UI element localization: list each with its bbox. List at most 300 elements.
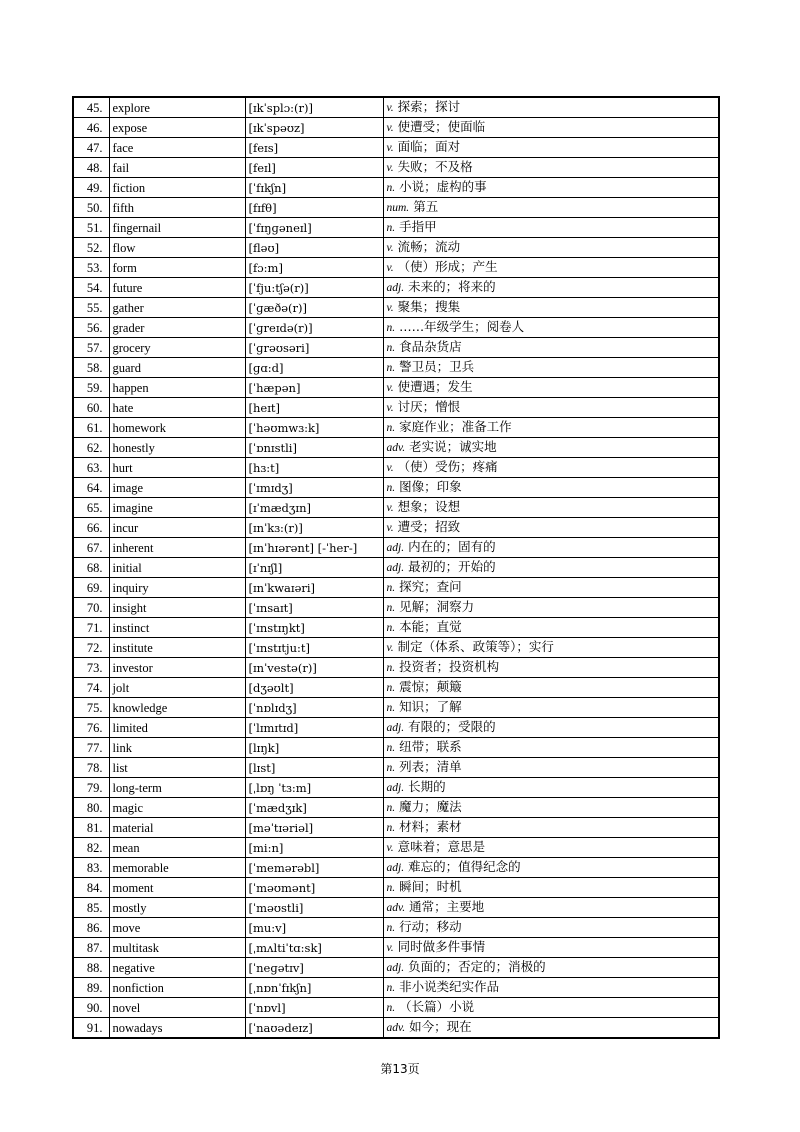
table-row <box>73 918 719 938</box>
entry-number: 53. <box>73 258 109 278</box>
table-row <box>73 758 719 778</box>
entry-number: 47. <box>73 138 109 158</box>
part-of-speech: v. <box>386 942 394 954</box>
entry-number: 84. <box>73 878 109 898</box>
entry-number: 45. <box>73 97 109 118</box>
entry-definition <box>383 378 719 398</box>
entry-word: nowadays <box>109 1018 245 1039</box>
part-of-speech: adj. <box>386 782 405 794</box>
part-of-speech: n. <box>386 802 396 814</box>
entry-pronunciation: [ˈməʊstli] <box>245 898 383 918</box>
entry-pronunciation: [ˈneɡətɪv] <box>245 958 383 978</box>
entry-word: fail <box>109 158 245 178</box>
entry-definition <box>383 898 719 918</box>
table-row <box>73 658 719 678</box>
table-row <box>73 478 719 498</box>
part-of-speech: adj. <box>386 962 405 974</box>
part-of-speech: n. <box>386 1002 396 1014</box>
entry-pronunciation: [ˈɒnɪstli] <box>245 438 383 458</box>
entry-word: instinct <box>109 618 245 638</box>
part-of-speech: n. <box>386 582 396 594</box>
part-of-speech: n. <box>386 222 396 234</box>
part-of-speech: n. <box>386 762 396 774</box>
table-row <box>73 238 719 258</box>
vocabulary-table-body <box>73 97 719 1038</box>
table-row <box>73 358 719 378</box>
entry-number: 86. <box>73 918 109 938</box>
entry-word: homework <box>109 418 245 438</box>
table-row <box>73 338 719 358</box>
entry-pronunciation: [lɪŋk] <box>245 738 383 758</box>
part-of-speech: n. <box>386 342 396 354</box>
entry-meaning: 家庭作业；准备工作 <box>399 419 512 434</box>
entry-word: investor <box>109 658 245 678</box>
entry-word: explore <box>109 97 245 118</box>
entry-word: face <box>109 138 245 158</box>
entry-meaning: 难忘的；值得纪念的 <box>408 859 521 874</box>
entry-meaning: 材料；素材 <box>399 819 462 834</box>
entry-pronunciation: [feɪl] <box>245 158 383 178</box>
entry-meaning: 失败；不及格 <box>397 159 473 174</box>
entry-word: move <box>109 918 245 938</box>
entry-word: insight <box>109 598 245 618</box>
entry-word: magic <box>109 798 245 818</box>
entry-number: 54. <box>73 278 109 298</box>
table-row <box>73 998 719 1018</box>
entry-definition <box>383 278 719 298</box>
entry-word: limited <box>109 718 245 738</box>
entry-definition <box>383 218 719 238</box>
entry-meaning: 手指甲 <box>399 219 437 234</box>
table-row <box>73 1018 719 1039</box>
part-of-speech: adj. <box>386 562 405 574</box>
table-row <box>73 258 719 278</box>
part-of-speech: n. <box>386 622 396 634</box>
entry-pronunciation: [ˈɡrəʊsəri] <box>245 338 383 358</box>
entry-word: list <box>109 758 245 778</box>
entry-number: 65. <box>73 498 109 518</box>
entry-number: 90. <box>73 998 109 1018</box>
entry-meaning: 通常；主要地 <box>409 899 485 914</box>
part-of-speech: adj. <box>386 862 405 874</box>
entry-definition <box>383 678 719 698</box>
entry-definition <box>383 518 719 538</box>
entry-number: 60. <box>73 398 109 418</box>
entry-number: 66. <box>73 518 109 538</box>
entry-number: 70. <box>73 598 109 618</box>
entry-number: 52. <box>73 238 109 258</box>
entry-pronunciation: [ˈɪnstɪŋkt] <box>245 618 383 638</box>
entry-pronunciation: [ˌnɒnˈfɪkʃn] <box>245 978 383 998</box>
entry-word: grader <box>109 318 245 338</box>
entry-word: future <box>109 278 245 298</box>
entry-pronunciation: [ɪnˈvestə(r)] <box>245 658 383 678</box>
entry-number: 87. <box>73 938 109 958</box>
entry-meaning: 内在的；固有的 <box>408 539 496 554</box>
entry-word: fingernail <box>109 218 245 238</box>
entry-definition <box>383 478 719 498</box>
part-of-speech: adj. <box>386 282 405 294</box>
entry-definition <box>383 178 719 198</box>
entry-definition <box>383 97 719 118</box>
table-row <box>73 978 719 998</box>
entry-meaning: 如今；现在 <box>409 1019 472 1034</box>
entry-number: 51. <box>73 218 109 238</box>
entry-pronunciation: [ɪnˈhɪərənt] [-ˈher-] <box>245 538 383 558</box>
entry-word: hate <box>109 398 245 418</box>
entry-meaning: 瞬间；时机 <box>399 879 462 894</box>
table-row <box>73 958 719 978</box>
entry-meaning: 行动；移动 <box>399 919 462 934</box>
entry-word: moment <box>109 878 245 898</box>
table-row <box>73 97 719 118</box>
part-of-speech: n. <box>386 742 396 754</box>
entry-meaning: 同时做多件事情 <box>397 939 486 954</box>
entry-meaning: 面临；面对 <box>397 139 461 154</box>
entry-number: 63. <box>73 458 109 478</box>
entry-meaning: 纽带；联系 <box>399 739 462 754</box>
entry-word: grocery <box>109 338 245 358</box>
entry-meaning: 震惊；颠簸 <box>399 679 462 694</box>
entry-pronunciation: [dʒəʊlt] <box>245 678 383 698</box>
entry-definition <box>383 738 719 758</box>
entry-word: link <box>109 738 245 758</box>
entry-number: 62. <box>73 438 109 458</box>
entry-word: fiction <box>109 178 245 198</box>
entry-word: novel <box>109 998 245 1018</box>
entry-pronunciation: [ɪkˈspəʊz] <box>245 118 383 138</box>
entry-pronunciation: [ˈɪnstɪtju:t] <box>245 638 383 658</box>
entry-pronunciation: [fləʊ] <box>245 238 383 258</box>
table-row <box>73 938 719 958</box>
entry-pronunciation: [ˈhæpən] <box>245 378 383 398</box>
entry-word: multitask <box>109 938 245 958</box>
entry-word: image <box>109 478 245 498</box>
table-row <box>73 838 719 858</box>
entry-pronunciation: [ɪˈmædʒɪn] <box>245 498 383 518</box>
entry-meaning: 意味着；意思是 <box>397 839 486 854</box>
part-of-speech: adv. <box>386 1022 406 1034</box>
table-row <box>73 878 719 898</box>
table-row <box>73 418 719 438</box>
entry-definition <box>383 998 719 1018</box>
part-of-speech: v. <box>386 262 394 274</box>
entry-pronunciation: [ˈlɪmɪtɪd] <box>245 718 383 738</box>
entry-word: inherent <box>109 538 245 558</box>
entry-pronunciation: [ˈnaʊədeɪz] <box>245 1018 383 1039</box>
table-row <box>73 618 719 638</box>
entry-pronunciation: [ˈmædʒɪk] <box>245 798 383 818</box>
entry-word: memorable <box>109 858 245 878</box>
entry-meaning: 警卫员；卫兵 <box>399 359 475 374</box>
entry-word: initial <box>109 558 245 578</box>
part-of-speech: n. <box>386 322 396 334</box>
entry-number: 79. <box>73 778 109 798</box>
entry-number: 75. <box>73 698 109 718</box>
entry-meaning: 图像；印象 <box>399 479 462 494</box>
entry-meaning: 老实说；诚实地 <box>409 439 497 454</box>
part-of-speech: n. <box>386 362 396 374</box>
part-of-speech: adj. <box>386 542 405 554</box>
entry-number: 48. <box>73 158 109 178</box>
entry-pronunciation: [ɪkˈsplɔ:(r)] <box>245 97 383 118</box>
table-row <box>73 158 719 178</box>
entry-definition <box>383 1018 719 1039</box>
entry-meaning: 第五 <box>413 199 439 214</box>
entry-pronunciation: [ˈnɒlɪdʒ] <box>245 698 383 718</box>
entry-number: 77. <box>73 738 109 758</box>
entry-definition <box>383 698 719 718</box>
entry-meaning: 小说；虚构的事 <box>399 179 487 194</box>
entry-word: guard <box>109 358 245 378</box>
entry-number: 71. <box>73 618 109 638</box>
part-of-speech: v. <box>386 102 394 114</box>
entry-word: hurt <box>109 458 245 478</box>
part-of-speech: num. <box>386 202 410 214</box>
entry-pronunciation: [ɪnˈkɜ:(r)] <box>245 518 383 538</box>
entry-definition <box>383 658 719 678</box>
entry-definition <box>383 558 719 578</box>
entry-word: mean <box>109 838 245 858</box>
entry-pronunciation: [hɜ:t] <box>245 458 383 478</box>
table-row <box>73 598 719 618</box>
entry-meaning: 制定（体系、政策等）；实行 <box>397 639 554 654</box>
entry-pronunciation: [ˈfɪkʃn] <box>245 178 383 198</box>
entry-definition <box>383 458 719 478</box>
entry-definition <box>383 638 719 658</box>
entry-word: happen <box>109 378 245 398</box>
entry-number: 64. <box>73 478 109 498</box>
entry-pronunciation: [ˌmʌltiˈtɑ:sk] <box>245 938 383 958</box>
entry-definition <box>383 238 719 258</box>
entry-meaning: 非小说类纪实作品 <box>399 979 500 994</box>
table-row <box>73 798 719 818</box>
entry-word: long-term <box>109 778 245 798</box>
part-of-speech: v. <box>386 842 394 854</box>
entry-definition <box>383 938 719 958</box>
table-row <box>73 858 719 878</box>
entry-definition <box>383 978 719 998</box>
entry-number: 55. <box>73 298 109 318</box>
entry-word: gather <box>109 298 245 318</box>
part-of-speech: n. <box>386 662 396 674</box>
table-row <box>73 578 719 598</box>
entry-pronunciation: [ɪˈnɪʃl] <box>245 558 383 578</box>
entry-pronunciation: [ˈməʊmənt] <box>245 878 383 898</box>
entry-meaning: 负面的；否定的；消极的 <box>408 959 546 974</box>
part-of-speech: n. <box>386 702 396 714</box>
table-row <box>73 558 719 578</box>
entry-definition <box>383 198 719 218</box>
entry-definition <box>383 858 719 878</box>
entry-definition <box>383 418 719 438</box>
entry-word: material <box>109 818 245 838</box>
entry-meaning: 见解；洞察力 <box>399 599 475 614</box>
part-of-speech: n. <box>386 422 396 434</box>
entry-definition <box>383 258 719 278</box>
entry-number: 67. <box>73 538 109 558</box>
entry-definition <box>383 718 719 738</box>
entry-number: 57. <box>73 338 109 358</box>
entry-pronunciation: [heɪt] <box>245 398 383 418</box>
entry-pronunciation: [fɪfθ] <box>245 198 383 218</box>
table-row <box>73 518 719 538</box>
entry-pronunciation: [ˈmemərəbl] <box>245 858 383 878</box>
entry-pronunciation: [ˈfju:tʃə(r)] <box>245 278 383 298</box>
part-of-speech: n. <box>386 482 396 494</box>
entry-number: 83. <box>73 858 109 878</box>
part-of-speech: n. <box>386 682 396 694</box>
part-of-speech: n. <box>386 182 396 194</box>
entry-definition <box>383 118 719 138</box>
entry-word: nonfiction <box>109 978 245 998</box>
entry-pronunciation: [ˈɪnsaɪt] <box>245 598 383 618</box>
entry-word: form <box>109 258 245 278</box>
part-of-speech: v. <box>386 462 394 474</box>
entry-definition <box>383 918 719 938</box>
entry-definition <box>383 578 719 598</box>
part-of-speech: n. <box>386 922 396 934</box>
part-of-speech: v. <box>386 122 394 134</box>
entry-definition <box>383 438 719 458</box>
entry-meaning: 使遭受；使面临 <box>397 119 486 134</box>
table-row <box>73 818 719 838</box>
part-of-speech: v. <box>386 642 394 654</box>
entry-number: 80. <box>73 798 109 818</box>
entry-definition <box>383 358 719 378</box>
part-of-speech: v. <box>386 502 394 514</box>
entry-definition <box>383 598 719 618</box>
entry-number: 74. <box>73 678 109 698</box>
entry-definition <box>383 298 719 318</box>
entry-number: 68. <box>73 558 109 578</box>
part-of-speech: v. <box>386 402 394 414</box>
entry-word: honestly <box>109 438 245 458</box>
entry-definition <box>383 618 719 638</box>
entry-meaning: 列表；清单 <box>399 759 462 774</box>
table-row <box>73 678 719 698</box>
entry-word: negative <box>109 958 245 978</box>
entry-meaning: 使遭遇；发生 <box>397 379 473 394</box>
table-row <box>73 738 719 758</box>
entry-word: incur <box>109 518 245 538</box>
entry-definition <box>383 818 719 838</box>
entry-pronunciation: [ˈnɒvl] <box>245 998 383 1018</box>
part-of-speech: v. <box>386 142 394 154</box>
table-row <box>73 498 719 518</box>
table-row <box>73 718 719 738</box>
page-number: 第13页 <box>380 1062 420 1076</box>
table-row <box>73 178 719 198</box>
entry-definition <box>383 778 719 798</box>
entry-pronunciation: [fɔ:m] <box>245 258 383 278</box>
entry-meaning: 投资者；投资机构 <box>399 659 500 674</box>
entry-number: 56. <box>73 318 109 338</box>
entry-number: 76. <box>73 718 109 738</box>
entry-word: mostly <box>109 898 245 918</box>
entry-number: 50. <box>73 198 109 218</box>
entry-definition <box>383 158 719 178</box>
entry-meaning: 探索；探讨 <box>397 99 461 114</box>
entry-meaning: 讨厌；憎恨 <box>397 399 461 414</box>
vocabulary-table <box>72 96 720 1039</box>
entry-number: 69. <box>73 578 109 598</box>
entry-meaning: 流畅；流动 <box>397 239 461 254</box>
table-row <box>73 698 719 718</box>
entry-word: fifth <box>109 198 245 218</box>
entry-definition <box>383 538 719 558</box>
entry-definition <box>383 338 719 358</box>
entry-meaning: 想象；设想 <box>397 499 461 514</box>
entry-word: flow <box>109 238 245 258</box>
entry-number: 85. <box>73 898 109 918</box>
part-of-speech: n. <box>386 602 396 614</box>
entry-number: 88. <box>73 958 109 978</box>
part-of-speech: adv. <box>386 442 406 454</box>
table-row <box>73 458 719 478</box>
entry-word: knowledge <box>109 698 245 718</box>
entry-meaning: 最初的；开始的 <box>408 559 496 574</box>
part-of-speech: v. <box>386 522 394 534</box>
entry-pronunciation: [ˈhəʊmwɜ:k] <box>245 418 383 438</box>
table-row <box>73 898 719 918</box>
entry-definition <box>383 398 719 418</box>
entry-word: jolt <box>109 678 245 698</box>
entry-number: 72. <box>73 638 109 658</box>
part-of-speech: n. <box>386 822 396 834</box>
entry-meaning: （长篇）小说 <box>399 999 475 1014</box>
entry-pronunciation: [lɪst] <box>245 758 383 778</box>
entry-meaning: 探究；查问 <box>399 579 462 594</box>
entry-pronunciation: [məˈtɪəriəl] <box>245 818 383 838</box>
part-of-speech: adj. <box>386 722 405 734</box>
entry-number: 91. <box>73 1018 109 1039</box>
entry-meaning: 本能；直觉 <box>399 619 462 634</box>
table-row <box>73 118 719 138</box>
entry-number: 46. <box>73 118 109 138</box>
entry-pronunciation: [feɪs] <box>245 138 383 158</box>
part-of-speech: adv. <box>386 902 406 914</box>
entry-number: 61. <box>73 418 109 438</box>
entry-pronunciation: [mu:v] <box>245 918 383 938</box>
table-row <box>73 298 719 318</box>
entry-pronunciation: [ˈɪmɪdʒ] <box>245 478 383 498</box>
entry-number: 89. <box>73 978 109 998</box>
entry-pronunciation: [mi:n] <box>245 838 383 858</box>
entry-pronunciation: [ɪnˈkwaɪəri] <box>245 578 383 598</box>
entry-number: 73. <box>73 658 109 678</box>
table-row <box>73 378 719 398</box>
entry-pronunciation: [ˈɡreɪdə(r)] <box>245 318 383 338</box>
part-of-speech: v. <box>386 242 394 254</box>
entry-definition <box>383 838 719 858</box>
table-row <box>73 438 719 458</box>
entry-word: expose <box>109 118 245 138</box>
entry-word: institute <box>109 638 245 658</box>
entry-meaning: 长期的 <box>408 779 446 794</box>
entry-meaning: 魔力；魔法 <box>399 799 462 814</box>
part-of-speech: v. <box>386 162 394 174</box>
entry-meaning: 遭受；招致 <box>397 519 461 534</box>
table-row <box>73 778 719 798</box>
entry-definition <box>383 498 719 518</box>
entry-meaning: 知识；了解 <box>399 699 462 714</box>
entry-meaning: 未来的；将来的 <box>408 279 496 294</box>
entry-meaning: （使）形成；产生 <box>397 259 498 274</box>
entry-number: 81. <box>73 818 109 838</box>
entry-meaning: 聚集；搜集 <box>397 299 461 314</box>
entry-definition <box>383 138 719 158</box>
